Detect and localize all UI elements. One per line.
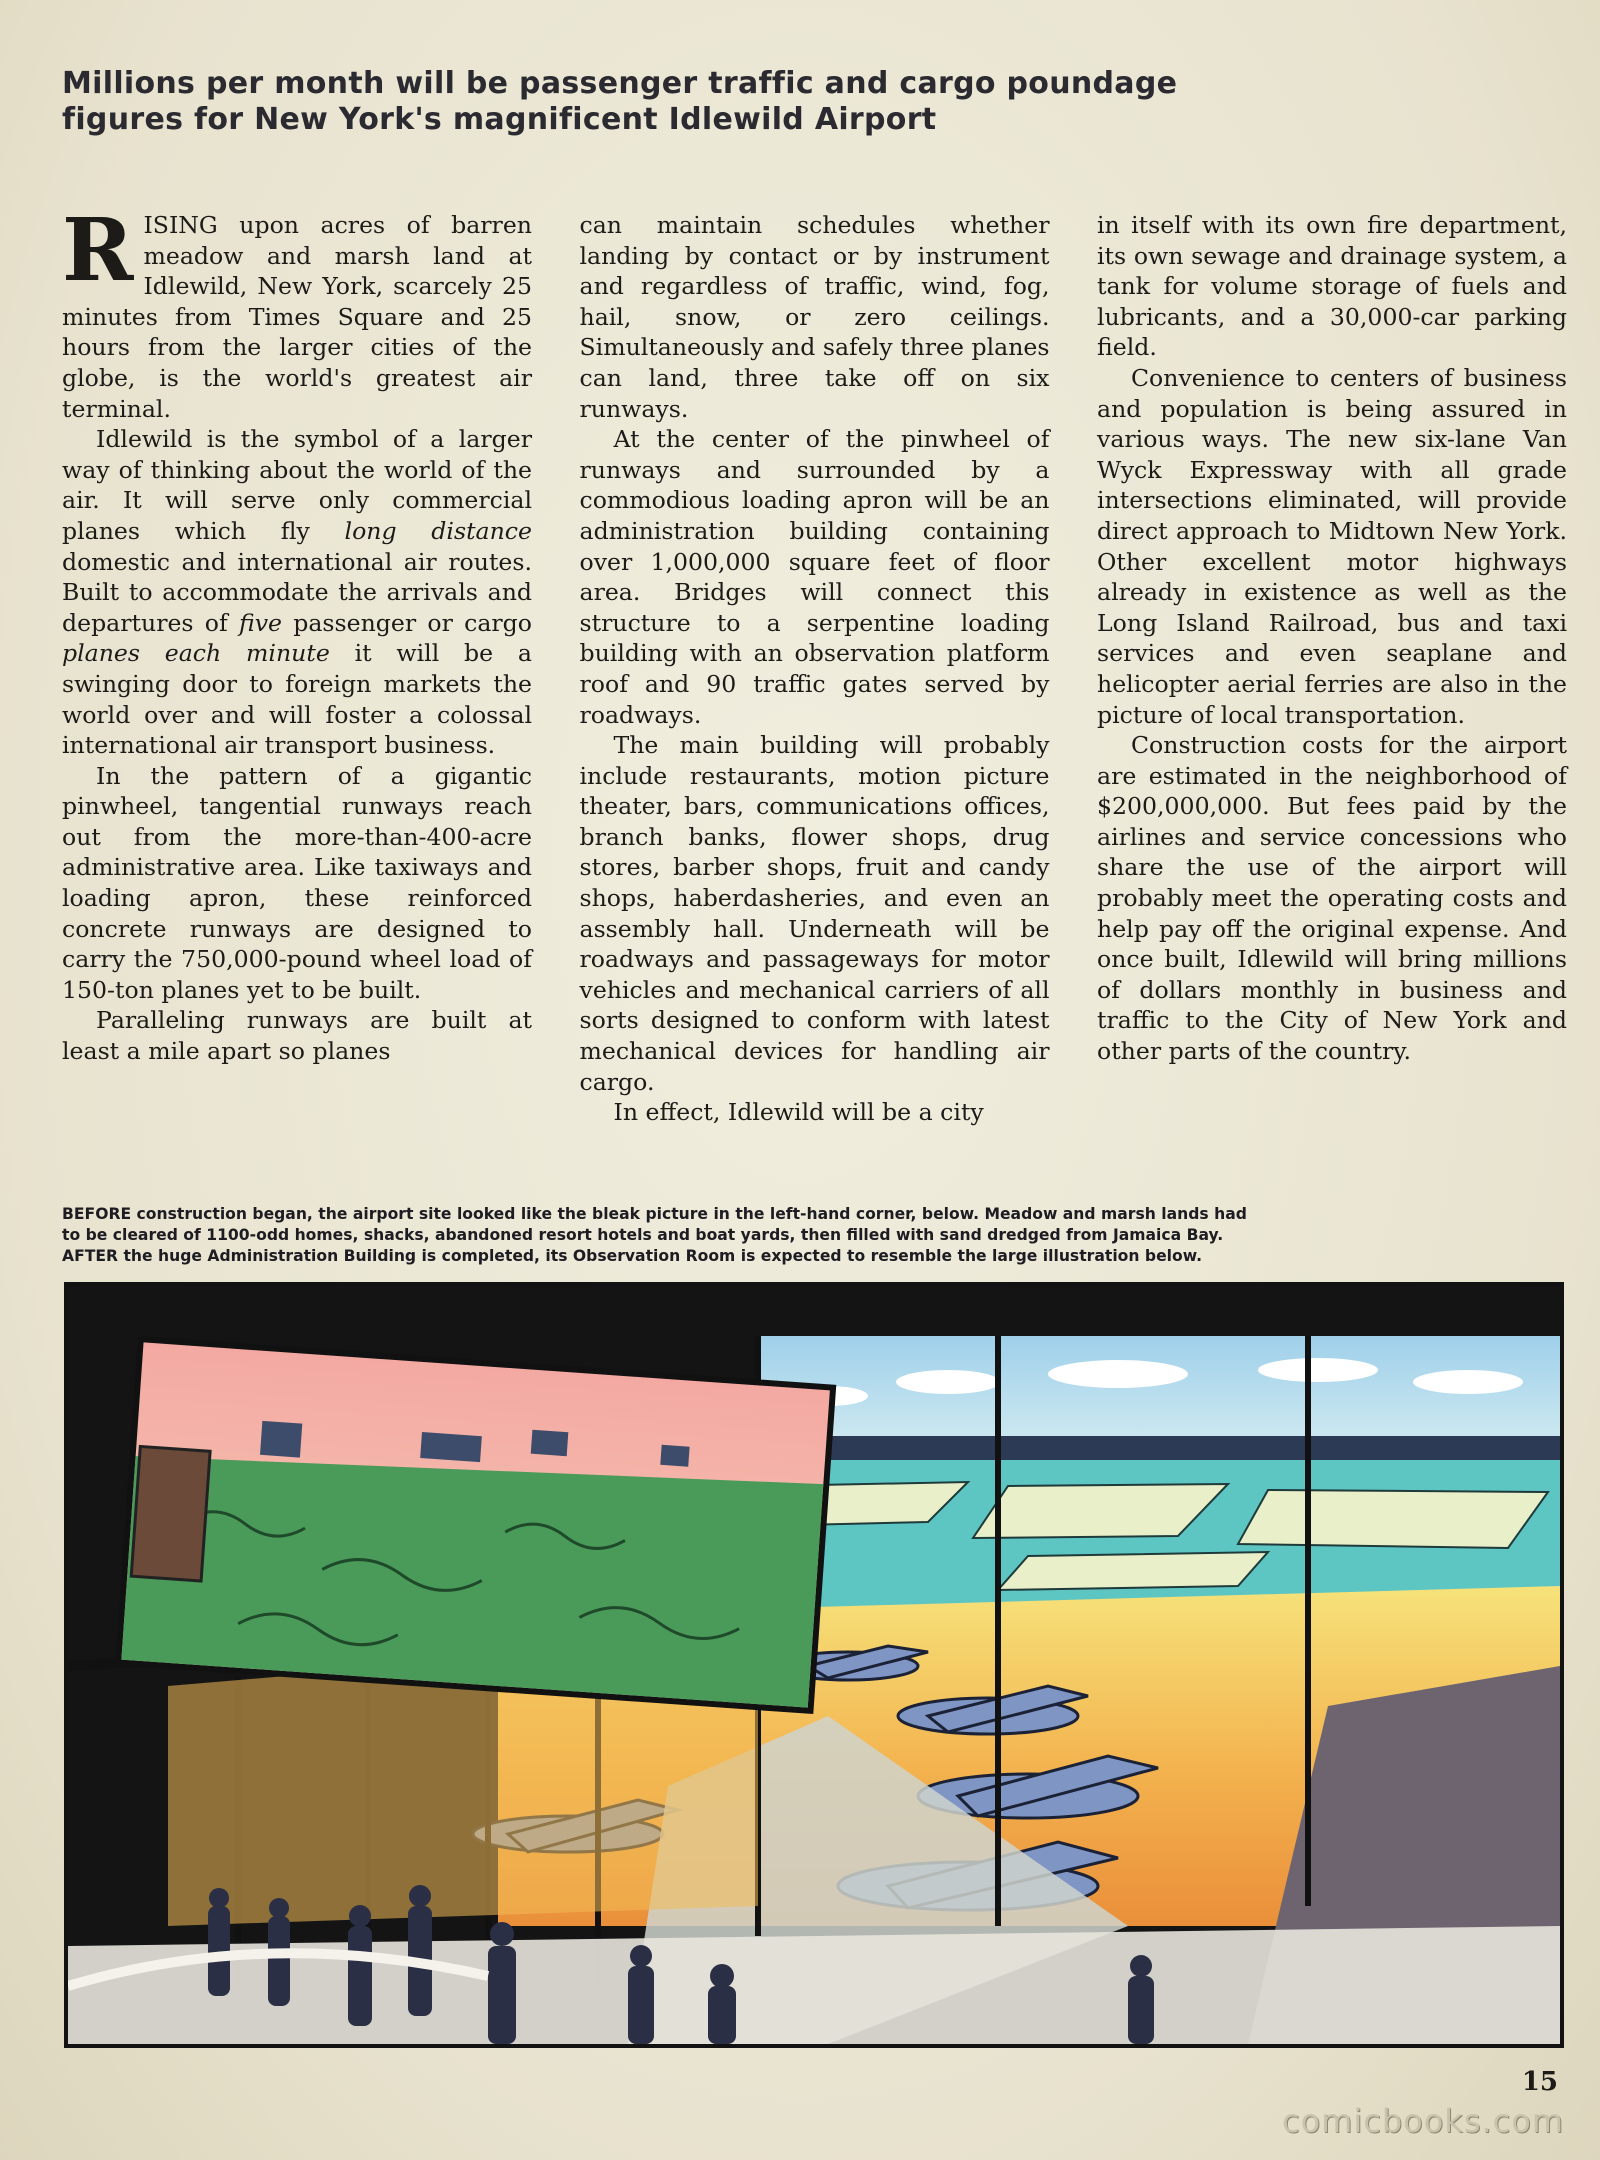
illustration-art [68,1286,1560,2044]
observation-room-illustration [64,1282,1564,2048]
illustration-caption [62,1204,1567,1267]
caption-line: BEFORE construction began, the airport site looked like the bleak picture in the left-hand corner, below. Meadow and marsh lands had [62,1205,1247,1223]
headline-line-2: figures for New York's magnificent Idlewild Airport [62,102,937,137]
paragraph: The main building will probably include restaurants, motion picture theater, bars, communications offices, branch banks, flower shops, drug stores, barber shops, fruit and candy shops, haberdasheries, and even an assembly hall. Underneath will be roadways and passageways for motor vehicles and mechanical carriers of all sorts designed to conform with latest mechanical devices for handling air cargo. [579,731,1050,1096]
paragraph-text: Idlewild is the symbol of a larger way of thinking about the world of the air. It will serve only commercial planes which fly [62,425,532,545]
paragraph: Convenience to centers of business and population is being assured in various ways. The new six-lane Van Wyck Expressway with all grade intersections eliminated, will provide direct approach to Midtown New York. Other excellent motor highways already in existence as well as the Long Island Railroad, bus and taxi services and even seaplane and helicopter aerial ferries are also in the picture of local transportation. [1097,363,1567,729]
page-number: 15 [1521,2067,1558,2097]
caption-line: to be cleared of 1100-odd homes, shacks, abandoned resort hotels and boat yards, then filled with sand dredged from Jamaica Bay. [62,1226,1224,1244]
emphasis-text: long distance [344,516,532,545]
article-column-3 [1097,210,1567,1170]
paragraph: At the center of the pinwheel of runways and surrounded by a commodious loading apron will be an administration building containing over 1,000,000 square feet of floor area. Bridges will connect this structure to a serpentine loading building with an observation platform roof and 90 traffic gates served by roadways. [579,425,1050,729]
caption-line: AFTER the huge Administration Building is completed, its Observation Room is expected to resemble the large illustration below. [62,1247,1203,1265]
article-column-2 [580,210,1050,1170]
site-watermark: comicbooks.com [1281,2102,1564,2140]
paragraph-text: ISING upon acres of barren meadow and marsh land at Idlewild, New York, scarcely 25 minutes from Times Square and 25 hours from the larger cities of the globe, is the world's greatest air terminal. [62,211,532,423]
paragraph: In effect, Idlewild will be a city [613,1098,984,1127]
horizon-band [758,1436,1560,1460]
paragraph: In the pattern of a gigantic pinwheel, tangential runways reach out from the more-than-400-acre administrative area. Like taxiways and loading apron, these reinforced concrete runways are designed to carry the 750,000-pound wheel load of 150-ton planes yet to be built. [62,761,532,1004]
headline-line-1: Millions per month will be passenger traffic and cargo poundage [62,66,1178,101]
paragraph [62,200,532,424]
paragraph: Paralleling runways are built at least a mile apart so planes [62,1006,532,1066]
observation-floor [68,1926,1560,2044]
emphasis-text: planes each minute [62,639,330,668]
article-column-1 [62,200,532,1170]
paragraph-text: it will be a swinging door to foreign markets the world over and will foster a colossal international air transport business. [62,639,532,760]
old-house [131,1446,210,1581]
paragraph: in itself with its own fire department, its own sewage and drainage system, a tank for volume storage of fuels and lubricants, and a 30,000-car parking field. [1097,211,1567,362]
before-inset-picture [115,1336,836,1714]
headline [62,66,1212,138]
paragraph-text: domestic and international air routes. Built to accommodate the arrivals and departures of [62,547,532,637]
paragraph: can maintain schedules whether landing by contact or by instrument and regardless of traffic, wind, fog, hail, snow, or zero ceilings. Simultaneously and safely three planes can land, three take off on six runways. [579,211,1050,423]
article-body [62,200,1567,1170]
emphasis-text: five [238,608,283,637]
paragraph [62,424,532,761]
paragraph: Construction costs for the airport are estimated in the neighborhood of $200,000,000. But fees paid by the airlines and service concessions who share the use of the airport will probably meet the operating costs and help pay off the original expense. And once built, Idlewild will bring millions of dollars monthly in business and traffic to the City of New York and other parts of the country. [1097,731,1567,1066]
drop-cap: R [62,200,134,301]
paragraph-text: passenger or cargo [282,608,532,637]
